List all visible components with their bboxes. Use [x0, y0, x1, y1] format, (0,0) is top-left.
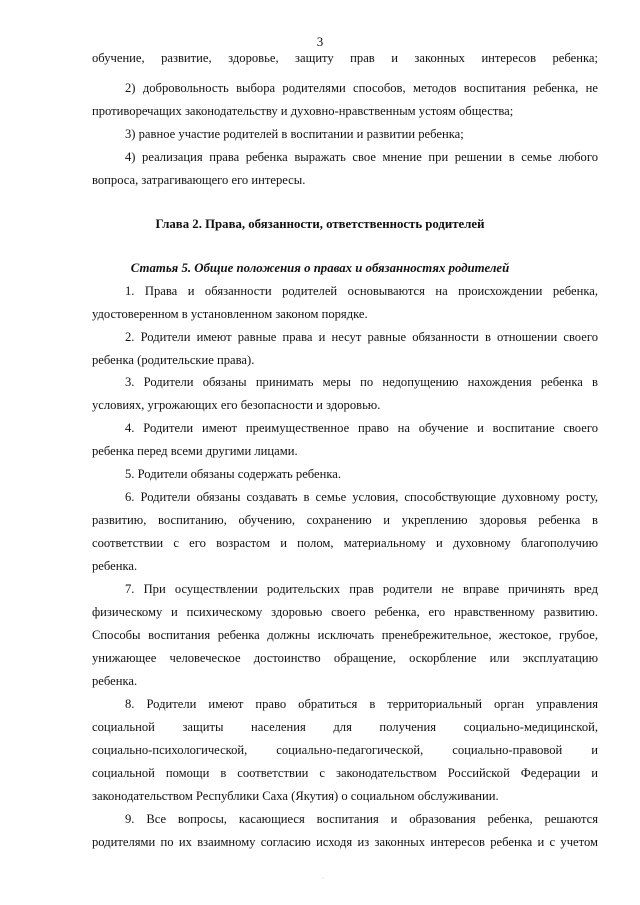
text-line: 4) реализация права ребенка выражать свое мнение при решении в семье любого	[125, 150, 598, 164]
text-line: противоречащих законодательству и духовно-нравственным устоям общества;	[92, 104, 514, 118]
text-line: 4. Родители имеют преимущественное право на обучение и воспитание своего	[125, 421, 598, 435]
text-line: 5. Родители обязаны содержать ребенка.	[125, 467, 342, 481]
text-line: социальной помощи в соответствии с законодательством Российской Федерации и	[92, 766, 598, 780]
text-line: ребенка перед всеми другими лицами.	[92, 444, 298, 458]
text-line: 1. Права и обязанности родителей основываются на происхождении ребенка,	[125, 284, 598, 298]
text-line: ребенка.	[92, 559, 138, 573]
text-line: социальной защиты населения для получения социально-медицинской,	[92, 720, 598, 734]
text-line: условиях, угрожающих его безопасности и здоровью.	[92, 398, 381, 412]
text-line: вопроса, затрагивающего его интересы.	[92, 173, 306, 187]
text-line: соответствии с его возрастом и полом, материальному и духовному благополучию	[92, 536, 598, 550]
text-line: ребенка.	[92, 674, 138, 688]
text-line: 3. Родители обязаны принимать меры по недопущению нахождения ребенка в	[125, 375, 598, 389]
text-line: унижающее человеческое достоинство обращение, оскорбление или эксплуатацию	[92, 651, 598, 665]
text-line: 9. Все вопросы, касающиеся воспитания и образования ребенка, решаются	[125, 812, 598, 826]
text-line: 3) равное участие родителей в воспитании и развитии ребенка;	[125, 127, 464, 141]
text-line: ребенка (родительские права).	[92, 353, 255, 367]
text-line: удостоверенном в установленном законом порядке.	[92, 307, 368, 321]
text-line: Способы воспитания ребенка должны исключать пренебрежительное, жестокое, грубое,	[92, 628, 598, 642]
text-line: развитию, воспитанию, обучению, сохранению и укреплению здоровья ребенка в	[92, 513, 598, 527]
text-line: законодательством Республики Саха (Якутия) о социальном обслуживании.	[92, 789, 499, 803]
article-title: Статья 5. Общие положения о правах и обязанностях родителей	[130, 261, 510, 275]
text-line: 8. Родители имеют право обратиться в территориальный орган управления	[125, 697, 598, 711]
text-line: социально-психологической, социально-педагогической, социально-правовой и	[92, 743, 598, 757]
footer-mark: ·	[322, 876, 324, 882]
page-number: 3	[316, 34, 324, 49]
text-line: 6. Родители обязаны создавать в семье условия, способствующие духовному росту,	[125, 490, 598, 504]
text-line: физическому и психическому здоровью своего ребенка, его нравственному развитию.	[92, 605, 598, 619]
text-line: 7. При осуществлении родительских прав родители не вправе причинять вред	[125, 582, 598, 596]
text-line: 2. Родители имеют равные права и несут равные обязанности в отношении своего	[125, 330, 598, 344]
text-line: обучение, развитие, здоровье, защиту прав и законных интересов ребенка;	[92, 51, 598, 65]
text-line: родителями по их взаимному согласию исходя из законных интересов ребенка и с учетом	[92, 835, 598, 849]
text-line: 2) добровольность выбора родителями способов, методов воспитания ребенка, не	[125, 81, 598, 95]
chapter-heading: Глава 2. Права, обязанности, ответственность родителей	[155, 217, 485, 231]
